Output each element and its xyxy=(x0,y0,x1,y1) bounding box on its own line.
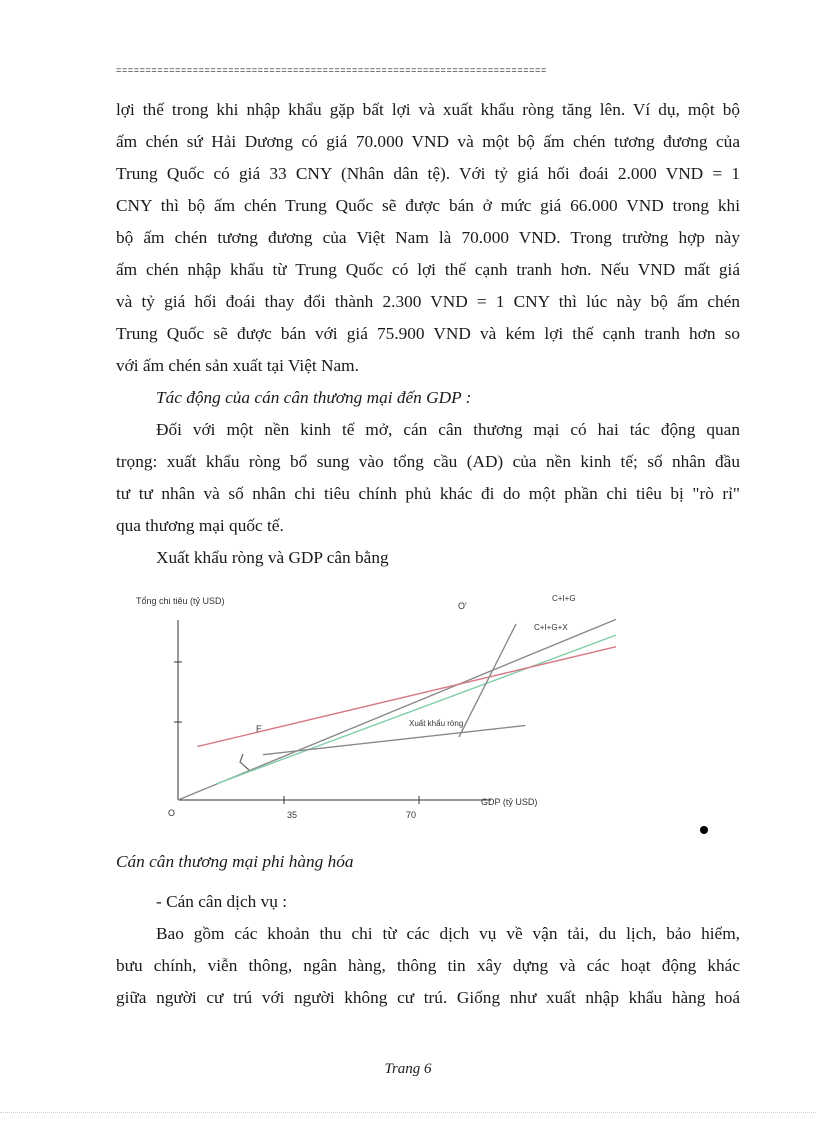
paragraph-line: Đối với một nền kinh tế mở, cán cân thương mại có hai tác động quan xyxy=(156,420,740,439)
series-label-cigx: C+I+G+X xyxy=(534,623,568,632)
paragraph-line: qua thương mại quốc tế. xyxy=(116,516,284,535)
equilibrium-marker xyxy=(240,754,249,770)
paragraph-line: và tỷ giá hối đoái thay đổi thành 2.300 VND = 1 CNY thì lúc này bộ ấm chén xyxy=(116,292,740,311)
header-rule: ========================================================================= xyxy=(116,66,547,76)
equilibrium-label: E xyxy=(256,724,263,734)
paragraph-line: bộ ấm chén tương đương của Việt Nam là 70.000 VND. Trong trường hợp này xyxy=(116,228,740,247)
y-axis-label: Tổng chi tiêu (tỷ USD) xyxy=(136,596,225,606)
paragraph-line: trọng: xuất khẩu ròng bổ sung vào tổng cầu (AD) của nền kinh tế; số nhân đầu xyxy=(116,452,740,471)
net-exports-label: Xuất khẩu ròng xyxy=(409,719,464,728)
paragraph-line: bưu chính, viễn thông, ngân hàng, thông tin xây dựng và các hoạt động khác xyxy=(116,956,740,975)
series-line-0 xyxy=(178,617,616,800)
paragraph-line: tư tư nhân và số nhân chi tiêu chính phủ khác đi do một phần chi tiêu bị "rò rỉ" xyxy=(116,484,740,503)
paragraph-line: giữa người cư trú với người không cư trú. Giống như xuất nhập khẩu hàng hoá xyxy=(116,988,740,1007)
series-label-cig: C+I+G xyxy=(552,594,576,603)
paragraph-trade-balance-effects xyxy=(116,414,740,542)
forty-five-degree-label: O' xyxy=(458,601,467,611)
plot-lines xyxy=(178,617,616,800)
paragraph-line: lợi thế trong khi nhập khẩu gặp bất lợi và xuất khẩu ròng tăng lên. Ví dụ, một bộ xyxy=(116,100,740,119)
paragraph-exchange-rate-example xyxy=(116,94,740,382)
x-tick-label: 35 xyxy=(287,810,298,820)
chart-caption: Xuất khẩu ròng và GDP cân bằng xyxy=(156,548,389,567)
paragraph-line: Trung Quốc sẽ được bán với giá 75.900 VND và kém lợi thế cạnh tranh hơn so xyxy=(116,324,740,343)
x-axis-label: GDP (tỷ USD) xyxy=(481,797,538,807)
paragraph-line: Trung Quốc có giá 33 CNY (Nhân dân tệ). Với tỷ giá hối đoái 2.000 VND = 1 xyxy=(116,164,740,183)
origin-label: O xyxy=(168,808,176,818)
net-exports-gdp-chart xyxy=(116,582,616,837)
page-number: Trang 6 xyxy=(384,1061,432,1077)
heading-gdp-impact: Tác động của cán cân thương mại đến GDP : xyxy=(156,388,472,407)
paragraph-services xyxy=(116,918,740,1014)
x-tick-label: 70 xyxy=(406,810,417,820)
paragraph-line: ấm chén sứ Hải Dương có giá 70.000 VND và một bộ ấm chén tương đương của xyxy=(116,132,740,151)
bottom-rule xyxy=(0,1112,816,1113)
paragraph-line: ấm chén nhập khẩu từ Trung Quốc có lợi thế cạnh tranh hơn. Nếu VND mất giá xyxy=(116,260,740,279)
bullet-dot xyxy=(700,826,708,834)
paragraph-line: Bao gồm các khoản thu chi từ các dịch vụ về vận tải, du lịch, bảo hiểm, xyxy=(156,924,740,943)
subheading-services: - Cán cân dịch vụ : xyxy=(156,892,288,911)
series-line-3 xyxy=(263,725,525,754)
paragraph-line: với ấm chén sản xuất tại Việt Nam. xyxy=(116,356,359,375)
heading-non-goods-trade: Cán cân thương mại phi hàng hóa xyxy=(116,852,354,871)
paragraph-line: CNY thì bộ ấm chén Trung Quốc sẽ được bán ở mức giá 66.000 VND trong khi xyxy=(116,196,740,215)
